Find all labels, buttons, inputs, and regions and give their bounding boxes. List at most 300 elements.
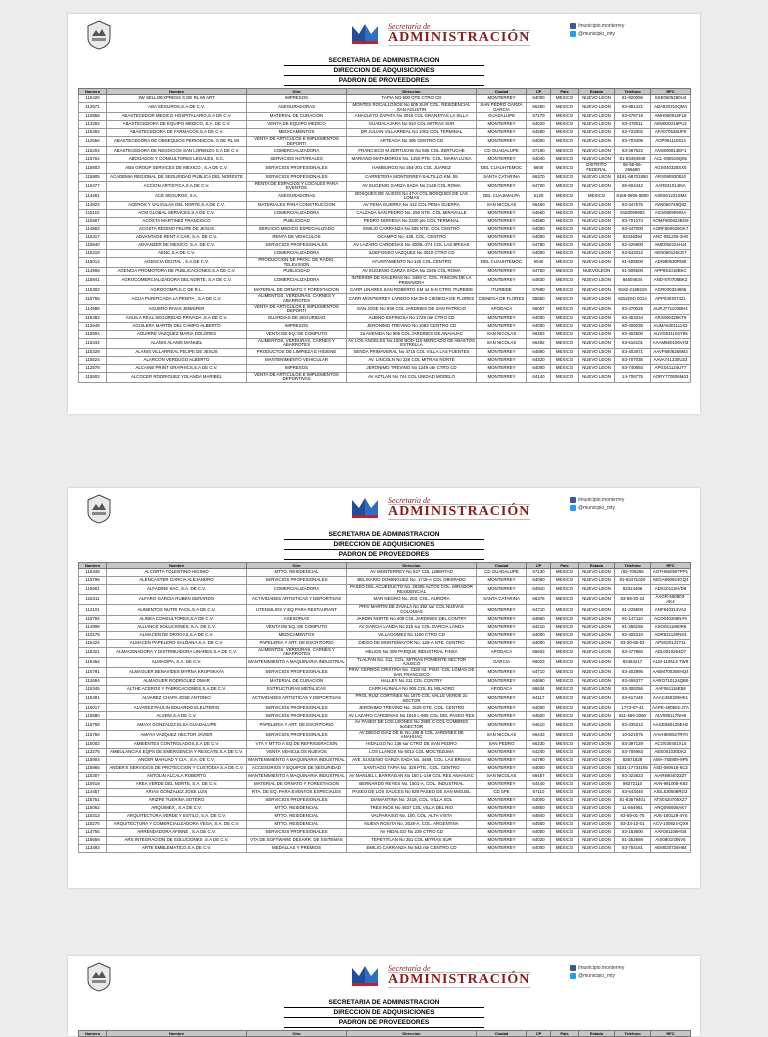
table-cell: DR JULIAN VILLARREAL No 1002 COL TERMINAL: [347, 129, 477, 137]
table-cell: NUEVO LEON: [579, 730, 615, 740]
table-cell: AGENCIA DIGITAL , S.A.DE C.V.: [107, 257, 247, 267]
table-cell: NUEVO LEON: [579, 330, 615, 338]
table-header: [79, 1031, 691, 1037]
table-cell: PRODUCCION DE PROG. DE RADIO, TELEVISION: [247, 257, 347, 267]
table-cell: ALTHE ACEROS Y FABRICACIONES,S.A.DE C.V.: [107, 686, 247, 694]
table-cell: NUEVO LEON: [579, 804, 615, 812]
table-cell: VALPARAISO No. 100, COL. ALTA VISTA: [347, 812, 477, 820]
table-cell: APS020121T11: [651, 639, 691, 647]
table-cell: MONTERREY: [477, 155, 527, 163]
table-cell: MEXICO: [551, 764, 579, 772]
table-cell: 67680: [527, 286, 551, 294]
table-cell: 81-147110: [615, 615, 651, 623]
table-cell: SERVICIOS PROFESIONALES: [247, 577, 347, 585]
table-cell: DIEGO DE MONTEMAYOR No. 125-A NTE. CENTRO: [347, 639, 477, 647]
table-cell: AGROCOMERCIALIZADORA DEL NORTE, S.A DE C.V.: [107, 276, 247, 286]
table-cell: MEXICO: [551, 294, 579, 304]
table-cell: NUEVO LEON: [579, 225, 615, 233]
table-cell: NUEVO LEON: [579, 113, 615, 121]
table-cell: MEDICAMENTOS: [247, 631, 347, 639]
table-cell: 115658: [79, 836, 107, 844]
table-cell: 83-543446: [615, 788, 651, 796]
table-cell: 83-705983: [615, 748, 651, 756]
table-cell: 112578: [79, 364, 107, 372]
table-row: [79, 314, 691, 322]
table-cell: MEXICO: [551, 647, 579, 657]
table-cell: 55-55-56-256680: [615, 163, 651, 173]
table-cell: MEXICO: [551, 201, 579, 209]
table-cell: MONTERREY: [477, 623, 527, 631]
table-cell: ACCESORIOS Y EQUIPOS DE SEGURIDAD: [247, 764, 347, 772]
table-cell: 83314486: [615, 585, 651, 595]
table-cell: 115941: [79, 276, 107, 286]
table-cell: 10-521976: [615, 730, 651, 740]
table-cell: 115302: [79, 286, 107, 294]
table-cell: PROL RUIZ CORTINES No 1870 COL VALLE VERDE 2o SECTOR: [347, 694, 477, 704]
table-cell: NUEVO LEON: [579, 836, 615, 844]
table-cell: 83-397129: [615, 740, 651, 748]
table-cell: MEXICO: [551, 314, 579, 322]
table-cell: NUEVO LEON: [579, 820, 615, 828]
table-row: [79, 163, 691, 173]
table-row: [79, 704, 691, 712]
table-cell: 115765: [79, 294, 107, 304]
table-cell: AAVH590527RY0: [651, 730, 691, 740]
table-cell: BERNARDO REYES No. 1501-A, COL. INDUSTRIAL: [347, 780, 477, 788]
table-cell: 112649: [79, 322, 107, 330]
table-cell: PASEO DEL ACUEDUCTO No. 28305 ALTOS COL. MIRADOR RESIDENCIAL: [347, 585, 477, 595]
table-cell: ASD-080618-6C2: [651, 764, 691, 772]
table-cell: 81-83471020: [615, 577, 651, 585]
table-row: [79, 788, 691, 796]
table-cell: MATERIALES PARA CONSTRUCCION: [247, 201, 347, 209]
table-cell: AAGR-550803-AK4: [651, 595, 691, 605]
table-cell: 66260: [527, 103, 551, 113]
table-cell: 64830: [527, 276, 551, 286]
administracion-logo: [350, 496, 550, 520]
table-cell: TLALPAN No. 211, COL. MITRAS PONIENTE SECTOR AJUSCO: [347, 657, 477, 667]
table-cell: AV PENA GUERRA No 412 COL PENA GUERRA: [347, 201, 477, 209]
table-cell: AGR030324865: [651, 286, 691, 294]
table-cell: SAN JOSE No 939 COL JARDINES DE SAN PATRICIO: [347, 304, 477, 314]
table-cell: MEXICO: [551, 209, 579, 217]
table-cell: AGUILA REAL SEGURIDAD PRIVADA ,S.A DE C.V.: [107, 314, 247, 322]
table-cell: 115344: [79, 338, 107, 348]
table-cell: 64890: [527, 348, 551, 356]
column-header: RFC: [651, 89, 691, 95]
table-cell: MONTERREY: [477, 712, 527, 720]
table-cell: 66483: [527, 330, 551, 338]
table-cell: AEM020216PU2: [651, 121, 691, 129]
table-cell: TRES RIOS No 4537 COL VILLA DEL RIO: [347, 804, 477, 812]
table-cell: MEXICO: [551, 304, 579, 314]
table-cell: 6040: [527, 257, 551, 267]
table-cell: 64000: [527, 225, 551, 233]
table-cell: 83-323823: [615, 772, 651, 780]
table-cell: 81-225500: [615, 605, 651, 615]
table-cell: 64117: [527, 694, 551, 704]
table-cell: ASE901221SM4: [651, 191, 691, 201]
table-cell: 115345: [79, 686, 107, 694]
table-cell: MANTENIMIENTO VEHICULAR: [247, 356, 347, 364]
table-cell: ALLIANCE SOLUCIONES, S.A. DE C.V.: [107, 623, 247, 631]
table-cell: ACE SEGUROS, S.A.: [107, 191, 247, 201]
table-cell: NUEVA ROSITA No. 3028-A, COL. ARGENTINA: [347, 820, 477, 828]
table-row: [79, 585, 691, 595]
table-cell: NUEVO LEON: [579, 338, 615, 348]
table-cell: 64000: [527, 639, 551, 647]
table-cell: AYUNTAMIENTO No 125 COL CENTRO: [347, 257, 477, 267]
table-cell: MEXICO: [551, 121, 579, 129]
table-cell: MEXICO: [551, 836, 579, 844]
table-cell: MEXICO: [551, 286, 579, 294]
table-cell: NUEVO LEON: [579, 756, 615, 764]
table-row: [79, 804, 691, 812]
subtitle: DIRECCION DE ADQUISICIONES: [284, 1008, 484, 1018]
table-cell: ALARCON VERDUGO ALBERTO: [107, 356, 247, 364]
table-cell: NUEVO LEON: [579, 720, 615, 730]
table-cell: DEL CUAUHTEMOC: [477, 163, 527, 173]
table-cell: CD GUADALUPE: [477, 147, 527, 155]
table-cell: AV. LINCOLN No 226 COL MITRAS NORTE: [347, 356, 477, 364]
table-cell: AORF660529GK7: [651, 225, 691, 233]
table-cell: MANTENIMIENTO A MAQUINARIA INDUSTRIAL: [247, 772, 347, 780]
table-cell: 64000: [527, 844, 551, 852]
table-cell: 116311: [79, 595, 107, 605]
table-cell: MEXICO: [551, 740, 579, 748]
table-cell: 115756: [79, 730, 107, 740]
table-cell: 110858: [79, 113, 107, 121]
table-cell: 113492: [79, 844, 107, 852]
table-cell: 80-406035: [615, 322, 651, 330]
table-cell: ABASTECEDOR MEDICO HOSPITALARIO,S.A DE C.V.: [107, 113, 247, 121]
table-cell: 115204: [79, 147, 107, 155]
table-cell: 83-754161: [615, 844, 651, 852]
table-cell: 83-370025: [615, 304, 651, 314]
vendor-table: [78, 88, 691, 383]
padron-title: PADRON DE PROVEEDORES: [284, 550, 484, 560]
page-titles: [68, 56, 700, 86]
table-row: [79, 623, 691, 631]
table-cell: 115014: [79, 257, 107, 267]
table-row: [79, 364, 691, 372]
table-cell: MONTERREY: [477, 217, 527, 225]
table-cell: AMAYA GONZALEZ ELSA GUADALUPE: [107, 720, 247, 730]
table-cell: 83-543312: [615, 249, 651, 257]
table-cell: AARO710124QB9: [651, 678, 691, 686]
table-cell: MEXICO: [551, 631, 579, 639]
table-cell: NUEVO LEON: [579, 772, 615, 780]
table-cell: 115794: [79, 615, 107, 623]
table-cell: 115904: [79, 330, 107, 338]
table-cell: ANS090814EF1: [651, 147, 691, 155]
table-cell: AMH950915FL8: [651, 113, 691, 121]
column-header: Numero: [79, 89, 107, 95]
table-cell: ACEROS Y VALVULAS DEL NORTE,S.A DE C.V.: [107, 201, 247, 209]
table-cell: SERVICIOS PROFESIONALES: [247, 163, 347, 173]
table-cell: APG041124UT7: [651, 364, 691, 372]
table-cell: PUBLICIDAD: [247, 217, 347, 225]
table-cell: COMERCIALIZADORA: [247, 585, 347, 595]
table-cell: NUEVO LEON: [579, 217, 615, 225]
table-cell: MEXICO: [551, 694, 579, 704]
table-cell: ALM-110613-TW9: [651, 657, 691, 667]
table-cell: ALIMENTOS, VERDURAS, CARNES Y ABARROTES: [247, 294, 347, 304]
table-cell: NUEVO LEON: [579, 121, 615, 129]
facebook-handle: /municipio.monterrey: [570, 22, 680, 30]
table-cell: PRIV. CERROS CRISTINA No. 2320 Int. PISO. COL LOMAS DE SAN FRANCISCO: [347, 667, 477, 677]
table-row: [79, 268, 691, 276]
column-header: Giro: [247, 89, 347, 95]
table-cell: 64000: [527, 364, 551, 372]
column-header: Direccion: [347, 563, 477, 569]
table-cell: 64000: [527, 796, 551, 804]
table-cell: MANTENIMIENTO A MAQUINARIA INDUSTRIAL: [247, 657, 347, 667]
table-row: [79, 844, 691, 852]
title: SECRETARIA DE ADMINISTRACION: [284, 998, 484, 1008]
table-row: [79, 720, 691, 730]
table-cell: NUEVO LEON: [579, 780, 615, 788]
table-cell: MONTERREY: [477, 233, 527, 241]
table-cell: ALINEA CONSULTORES,S.A DE C.V.: [107, 615, 247, 623]
table-cell: SERVICIOS PROFESIONALES: [247, 828, 347, 836]
table-cell: 64000: [527, 233, 551, 241]
table-cell: 64040: [527, 155, 551, 163]
table-cell: 66482: [527, 338, 551, 348]
table-cell: SAN PEDRO: [477, 740, 527, 748]
twitter-handle: @municipio_mty: [570, 972, 680, 980]
table-cell: ARIZPE TUERINA SOTERO: [107, 796, 247, 804]
table-cell: 64000: [527, 249, 551, 257]
table-cell: SERVICIOS PROFESIONALES: [247, 704, 347, 712]
table-cell: ADR531130NS4: [651, 631, 691, 639]
table-cell: LOS LLANOS No 6012 COL MOCTEZUMA: [347, 748, 477, 756]
table-row: [79, 631, 691, 639]
table-row: [79, 372, 691, 382]
table-cell: MONTERREY: [477, 720, 527, 730]
table-row: [79, 820, 691, 828]
table-row: [79, 569, 691, 577]
table-cell: ALVAREZ CHAPA JOSE ANTONIO: [107, 694, 247, 704]
table-cell: NUEVO LEON: [579, 304, 615, 314]
table-cell: 8181-68701850: [615, 173, 651, 181]
table-cell: ACO040208NY6: [651, 615, 691, 623]
table-row: [79, 338, 691, 348]
table-cell: SAN NICOLAS: [477, 330, 527, 338]
table-cell: AV LAZARO CARDENAS No 4000L-274 COL LAS BRISAS: [347, 241, 477, 249]
table-cell: 8181-17734185: [615, 764, 651, 772]
table-cell: MONTERREY: [477, 372, 527, 382]
table-cell: AEGA690924GQ4: [651, 577, 691, 585]
table-row: [79, 121, 691, 129]
table-cell: 8252(84) 0014: [615, 294, 651, 304]
column-header: RFC: [651, 563, 691, 569]
table-cell: ASEGURADORAS: [247, 191, 347, 201]
table-row: [79, 181, 691, 191]
table-cell: MEXICO: [551, 595, 579, 605]
table-row: [79, 657, 691, 667]
table-cell: NUEVO LEON: [579, 137, 615, 147]
table-cell: MEXICO: [551, 772, 579, 780]
table-cell: 83-477860: [615, 647, 651, 657]
brand-secretaria: Secretaría de: [388, 496, 431, 505]
column-header: Telefono: [615, 1031, 651, 1037]
table-cell: NUEVO LEON: [579, 740, 615, 748]
table-cell: COMERCIALIZADORA: [247, 209, 347, 217]
column-header: Pais: [551, 1031, 579, 1037]
table-cell: 115567: [79, 217, 107, 225]
table-cell: MEXICO: [551, 129, 579, 137]
table-cell: MEDICAMENTOS: [247, 129, 347, 137]
vendor-table: [78, 562, 691, 853]
table-cell: ABA920310QM4: [651, 103, 691, 113]
table-cell: 83-406377: [615, 678, 651, 686]
table-cell: NUEVO LEON: [579, 103, 615, 113]
table-cell: ACO030401XL5: [651, 740, 691, 748]
table-cell: PAPELERIA Y ART. DE ESCRITORIO: [247, 720, 347, 730]
table-cell: 64610: [527, 720, 551, 730]
table-cell: MEXICO: [551, 330, 579, 338]
table-cell: SAN NICOLAS: [477, 338, 527, 348]
table-cell: 64000: [527, 137, 551, 147]
administracion-logo: [350, 22, 550, 46]
table-cell: ADVANTAGE RENT A CAR, S.A. DE C.V.: [107, 233, 247, 241]
table-cell: GARCIA: [477, 657, 527, 667]
table-cell: MONTERREY: [477, 276, 527, 286]
table-cell: APODACA: [477, 304, 527, 314]
column-header: CP: [527, 563, 551, 569]
table-cell: MATERIAL DE ORNATO Y FORESTACION: [247, 286, 347, 294]
table-cell: 66634: [527, 686, 551, 694]
table-cell: 115758: [79, 720, 107, 730]
table-cell: 83-723302: [615, 129, 651, 137]
table-cell: 83-453334: [615, 314, 651, 322]
table-cell: NUEVO LEON: [579, 639, 615, 647]
table-cell: APP851018BKC: [651, 268, 691, 276]
table-cell: 83-59-01-75: [615, 812, 651, 820]
table-cell: AMBIENTES CONTROLADOS,S.A DE C.V.: [107, 740, 247, 748]
table-cell: 115580: [79, 712, 107, 720]
table-cell: MONTERREY: [477, 631, 527, 639]
table-cell: MEXICO: [551, 356, 579, 364]
table-cell: NUEVO LEON: [579, 605, 615, 615]
table-cell: ASO0411800R6: [651, 623, 691, 631]
table-cell: ANF940314VA2: [651, 605, 691, 615]
column-header: Direccion: [347, 89, 477, 95]
table-cell: 115492: [79, 314, 107, 322]
table-cell: MEXICO: [551, 276, 579, 286]
table-row: [79, 137, 691, 147]
table-row: [79, 828, 691, 836]
table-row: [79, 780, 691, 788]
table-cell: 115426: [79, 95, 107, 103]
table-cell: MANTENIMIENTO A MAQUINARIA INDUSTRIAL: [247, 756, 347, 764]
table-cell: IMPRESOS: [247, 95, 347, 103]
table-cell: 64910: [527, 585, 551, 595]
table-cell: 83-402871: [615, 348, 651, 356]
table-cell: MONTERREY: [477, 756, 527, 764]
table-cell: MATERIAL DE ORNATO Y FORESTACION: [247, 780, 347, 788]
table-cell: PRIV MARTIN DE ZAVALA No 392 sur COL NUEVAS COLONIAS: [347, 605, 477, 615]
table-cell: ACV-100824-QX9: [651, 820, 691, 828]
facebook-icon: [570, 23, 576, 29]
brand-administracion: ADMINISTRACIÓN: [388, 504, 531, 519]
twitter-icon: [570, 31, 576, 37]
table-cell: 115524: [79, 356, 107, 364]
table-cell: 64860: [527, 615, 551, 623]
table-cell: 83484217: [615, 657, 651, 667]
facebook-icon: [570, 965, 576, 971]
brand-secretaria: Secretaría de: [388, 22, 431, 31]
table-cell: ARTE EMBLEMATICO,S.A DE C.V.: [107, 844, 247, 852]
column-header: Nombre: [107, 1031, 247, 1037]
table-cell: ALFADINE SAC, S.A. DE C.V.: [107, 585, 247, 595]
table-cell: 66057: [527, 304, 551, 314]
table-cell: 115329: [79, 348, 107, 356]
table-cell: MEXICO: [551, 623, 579, 631]
table-cell: ALMAGUER RODRIGUEZ OMAR: [107, 678, 247, 686]
table-cell: ACCION ARTISTICA,S.A DE C.V.: [107, 181, 247, 191]
table-cell: CARRETERA MONTERREY-SALTILLO KM. 55: [347, 173, 477, 181]
page-header: [68, 14, 700, 56]
table-cell: MEXICO: [551, 667, 579, 677]
table-cell: PAPELERIA Y ART. DE ESCRITORIO: [247, 639, 347, 647]
table-cell: ITURBIDE: [477, 286, 527, 294]
table-cell: 811-556-2060: [615, 712, 651, 720]
table-cell: MEXICO: [551, 348, 579, 356]
table-cell: MEXICO: [551, 720, 579, 730]
table-cell: NUEVO LEON: [579, 322, 615, 330]
table-cell: AEM020726H84: [651, 844, 691, 852]
table-cell: 64440: [527, 780, 551, 788]
table-cell: 116017: [79, 704, 107, 712]
city-seal-icon: [86, 962, 112, 992]
table-cell: NUEVO LEON: [579, 348, 615, 356]
table-cell: 81-83579401: [615, 796, 651, 804]
table-cell: AOTH660507PP1: [651, 569, 691, 577]
table-cell: 64550: [527, 820, 551, 828]
table-row: [79, 740, 691, 748]
table-cell: MEXICO: [551, 191, 579, 201]
table-cell: MTTO. RESIDENCIAL: [247, 812, 347, 820]
table-cell: APODACA: [477, 647, 527, 657]
table-cell: VTA Y MTTO A EQ DE REFRIGERACION: [247, 740, 347, 748]
table-cell: 115796: [79, 577, 107, 585]
table-cell: ALV080117NH8: [651, 712, 691, 720]
table-cell: ALMACENADORA Y DISTRIBUIDORA LINARES,S.A DE C.V.: [107, 647, 247, 657]
table-cell: SANTIAGO TAPIA No. 328 PTE., COL. CENTRO: [347, 764, 477, 772]
table-cell: SERVICIOS PROFESIONALES: [247, 241, 347, 249]
table-cell: MEXICO: [551, 217, 579, 225]
table-cell: MEXICO: [551, 569, 579, 577]
table-cell: AAAC450329HK1: [651, 694, 691, 704]
table-cell: ALVAREZ PAULIN EDUARDO ELEUTERIO: [107, 704, 247, 712]
table-cell: VENTA DE EQ. DE COMPUTO: [247, 330, 347, 338]
column-header: CP: [527, 1031, 551, 1037]
table-row: [79, 286, 691, 294]
table-row: [79, 95, 691, 103]
table-cell: NUEVO LEON: [579, 657, 615, 667]
city-seal-icon: [86, 494, 112, 524]
table-cell: ADVANZER DE MEXICO, S.A. DE C.V.: [107, 241, 247, 249]
subtitle: DIRECCION DE ADQUISICIONES: [284, 66, 484, 76]
table-cell: MONTERREY: [477, 639, 527, 647]
table-cell: MONTES ROCALLOSOS No 505 SUR COL. RESIDENCIAL SAN AGUSTIN: [347, 103, 477, 113]
table-cell: CD SPE: [477, 788, 527, 796]
table-cell: BELISARIO DOMINGUEZ No. 1719-A COL OBISPADO: [347, 577, 477, 585]
table-cell: 115348: [79, 569, 107, 577]
table-cell: 115477: [79, 181, 107, 191]
